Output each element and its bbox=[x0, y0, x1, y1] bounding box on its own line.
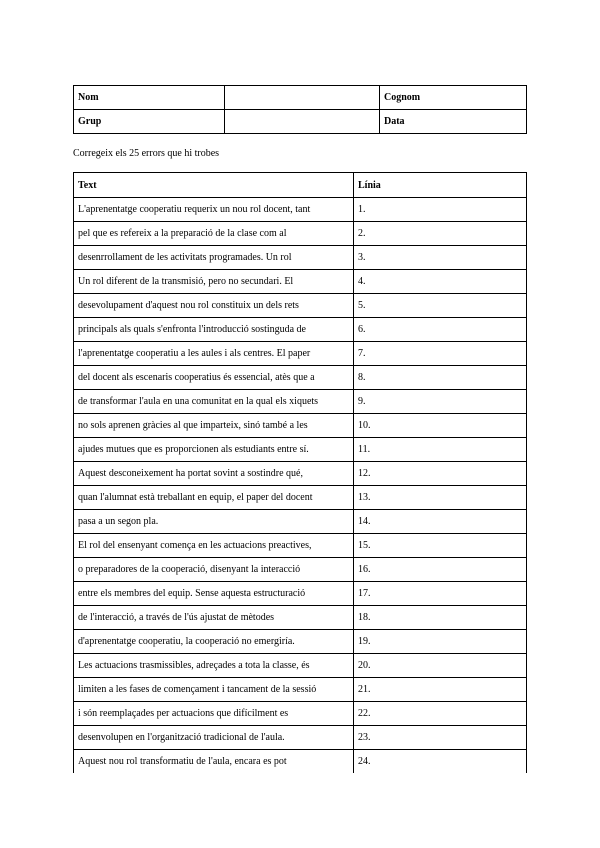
cognom-label: Cognom bbox=[380, 86, 527, 110]
table-row bbox=[74, 534, 527, 558]
table-row bbox=[74, 294, 527, 318]
errors-table-body bbox=[74, 198, 527, 774]
table-row bbox=[74, 510, 527, 534]
row-line-number[interactable]: 15. bbox=[354, 534, 527, 558]
table-row bbox=[74, 246, 527, 270]
row-line-number[interactable]: 14. bbox=[354, 510, 527, 534]
row-text: de l'interacció, a través de l'ús ajustat de mètodes bbox=[74, 606, 354, 630]
table-row bbox=[74, 366, 527, 390]
row-text: Un rol diferent de la transmisió, pero no secundari. El bbox=[74, 270, 354, 294]
row-text: pel que es refereix a la preparació de la clase com al bbox=[74, 222, 354, 246]
table-row bbox=[74, 390, 527, 414]
nom-field[interactable] bbox=[225, 86, 380, 110]
table-row bbox=[74, 318, 527, 342]
nom-label: Nom bbox=[74, 86, 225, 110]
row-line-number[interactable]: 23. bbox=[354, 726, 527, 750]
table-row bbox=[74, 342, 527, 366]
row-line-number[interactable]: 24. bbox=[354, 750, 527, 774]
row-text: desenrrollament de les activitats programades. Un rol bbox=[74, 246, 354, 270]
errors-table-header bbox=[74, 173, 527, 198]
row-line-number[interactable]: 6. bbox=[354, 318, 527, 342]
grup-field[interactable] bbox=[225, 110, 380, 134]
row-line-number[interactable]: 11. bbox=[354, 438, 527, 462]
row-line-number[interactable]: 19. bbox=[354, 630, 527, 654]
errors-table bbox=[73, 172, 527, 773]
row-line-number[interactable]: 4. bbox=[354, 270, 527, 294]
row-line-number[interactable]: 18. bbox=[354, 606, 527, 630]
table-row bbox=[74, 270, 527, 294]
row-text: Aquest nou rol transformatiu de l'aula, encara es pot bbox=[74, 750, 354, 774]
row-text: l'aprenentatge cooperatiu a les aules i als centres. El paper bbox=[74, 342, 354, 366]
row-text: no sols aprenen gràcies al que imparteix, sinó també a les bbox=[74, 414, 354, 438]
row-text: El rol del ensenyant comença en les actuacions preactives, bbox=[74, 534, 354, 558]
table-row bbox=[74, 630, 527, 654]
table-row bbox=[74, 222, 527, 246]
table-row bbox=[74, 486, 527, 510]
student-info-table bbox=[73, 85, 527, 134]
table-row bbox=[74, 606, 527, 630]
instruction-text: Corregeix els 25 errors que hi trobes bbox=[73, 148, 220, 159]
row-line-number[interactable]: 22. bbox=[354, 702, 527, 726]
table-row bbox=[74, 414, 527, 438]
row-text: o preparadores de la cooperació, disenyant la interacció bbox=[74, 558, 354, 582]
table-row bbox=[74, 654, 527, 678]
row-line-number[interactable]: 9. bbox=[354, 390, 527, 414]
column-header-linia: Línia bbox=[354, 173, 527, 198]
row-text: de transformar l'aula en una comunitat en la qual els xiquets bbox=[74, 390, 354, 414]
row-text: limiten a les fases de començament i tancament de la sessió bbox=[74, 678, 354, 702]
row-text: entre els membres del equip. Sense aquesta estructuració bbox=[74, 582, 354, 606]
row-text: ajudes mutues que es proporcionen als estudiants entre sí. bbox=[74, 438, 354, 462]
table-row bbox=[74, 678, 527, 702]
row-line-number[interactable]: 3. bbox=[354, 246, 527, 270]
row-line-number[interactable]: 5. bbox=[354, 294, 527, 318]
row-text: quan l'alumnat està treballant en equip, el paper del docent bbox=[74, 486, 354, 510]
row-text: del docent als escenaris cooperatius és essencial, atès que a bbox=[74, 366, 354, 390]
student-info-row bbox=[74, 110, 527, 134]
row-text: Les actuacions trasmissibles, adreçades a tota la classe, és bbox=[74, 654, 354, 678]
row-text: desenvolupen en l'organització tradicional de l'aula. bbox=[74, 726, 354, 750]
grup-label: Grup bbox=[74, 110, 225, 134]
table-row bbox=[74, 582, 527, 606]
row-line-number[interactable]: 13. bbox=[354, 486, 527, 510]
row-line-number[interactable]: 2. bbox=[354, 222, 527, 246]
row-line-number[interactable]: 21. bbox=[354, 678, 527, 702]
table-row bbox=[74, 462, 527, 486]
column-header-text: Text bbox=[74, 173, 354, 198]
table-row bbox=[74, 750, 527, 774]
row-text: L'aprenentatge cooperatiu requerix un nou rol docent, tant bbox=[74, 198, 354, 222]
row-line-number[interactable]: 20. bbox=[354, 654, 527, 678]
table-row bbox=[74, 702, 527, 726]
row-line-number[interactable]: 12. bbox=[354, 462, 527, 486]
student-info-row bbox=[74, 86, 527, 110]
table-row bbox=[74, 198, 527, 222]
row-text: pasa a un segon pla. bbox=[74, 510, 354, 534]
row-text: i són reemplaçades per actuacions que difícilment es bbox=[74, 702, 354, 726]
row-line-number[interactable]: 1. bbox=[354, 198, 527, 222]
row-line-number[interactable]: 10. bbox=[354, 414, 527, 438]
row-line-number[interactable]: 16. bbox=[354, 558, 527, 582]
table-row bbox=[74, 438, 527, 462]
row-text: Aquest desconeixement ha portat sovint a sostindre qué, bbox=[74, 462, 354, 486]
row-line-number[interactable]: 17. bbox=[354, 582, 527, 606]
data-label: Data bbox=[380, 110, 527, 134]
row-text: desevolupament d'aquest nou rol constituix un dels rets bbox=[74, 294, 354, 318]
row-text: d'aprenentatge cooperatiu, la cooperació no emergiría. bbox=[74, 630, 354, 654]
row-text: principals als quals s'enfronta l'introducció sostinguda de bbox=[74, 318, 354, 342]
table-row bbox=[74, 726, 527, 750]
table-row bbox=[74, 558, 527, 582]
row-line-number[interactable]: 8. bbox=[354, 366, 527, 390]
row-line-number[interactable]: 7. bbox=[354, 342, 527, 366]
